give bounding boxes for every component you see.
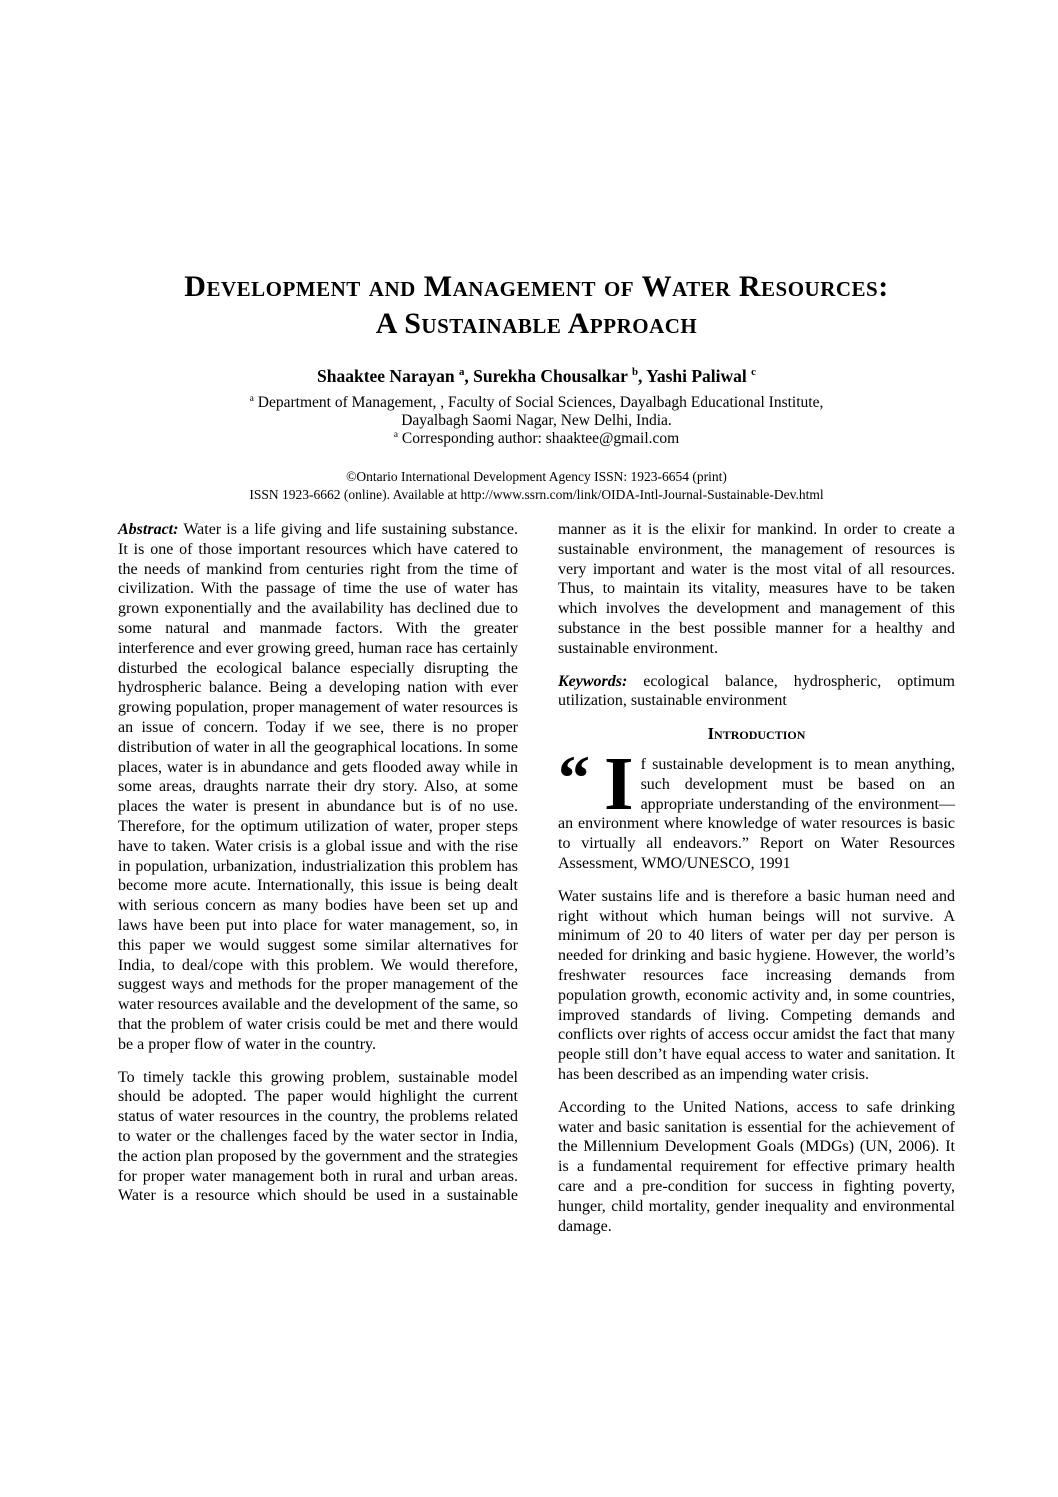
author-superscript-2: b <box>631 366 639 379</box>
author-name-2: Surekha Chousalkar <box>473 366 632 386</box>
corresponding-superscript: a <box>393 428 399 440</box>
author-superscript-3: c <box>751 366 756 379</box>
introduction-quote-paragraph <box>558 741 955 874</box>
corresponding-author-text: Corresponding author: shaaktee@gmail.com <box>398 430 680 447</box>
opening-quote-mark <box>558 741 604 813</box>
keywords-paragraph <box>558 672 955 712</box>
abstract-continuation-paragraph: manner as it is the elixir for mankind. In order to create a sustainable environment, the management of resources is very important and water is the most vital of all resources. Thus, to maintain its vitality, measures have to be taken which involves the development and management of this substance in the best possible manner for a healthy and sustainable environment. <box>558 521 955 657</box>
introduction-paragraph-2: Water sustains life and is therefore a basic human need and right without which human beings will not survive. A minimum of 20 to 40 liters of water per day per person is needed for drinking and basic hygiene. However, the world’s freshwater resources face increasing demands from population growth, economic activity and, in some countries, improved standards of living. Competing demands and conflicts over rights of access occur amidst the fact that many people still don’t have equal access to water and sanitation. It has been described as an impending water crisis. <box>558 887 955 1083</box>
keywords-label: Keywords: <box>558 672 628 690</box>
issn-block <box>118 468 955 503</box>
paper-title-line-2: A Sustainable Approach <box>375 307 698 340</box>
issn-line-2: ISSN 1923-6662 (online). Available at http://www.ssrn.com/link/OIDA-Intl-Journal-Sustainable-Dev.html <box>249 486 824 502</box>
introduction-heading: Introduction <box>707 724 806 744</box>
author-superscript-1: a <box>458 366 465 379</box>
issn-line-1: ©Ontario International Development Agency ISSN: 1923-6654 (print) <box>346 469 727 484</box>
right-column <box>558 520 955 1249</box>
quote-glyph: “ <box>558 741 590 813</box>
author-separator: , <box>464 366 474 386</box>
keywords-text: ecological balance, hydrospheric, optimum utilization, sustainable environment <box>558 672 955 710</box>
abstract-label: Abstract: <box>118 521 179 538</box>
affiliation-line-2: Dayalbagh Saomi Nagar, New Delhi, India. <box>401 412 672 429</box>
left-column <box>118 520 518 1249</box>
author-name-1: Shaaktee Narayan <box>317 366 459 386</box>
author-name-3: Yashi Paliwal <box>646 366 752 386</box>
affiliation-superscript: a <box>249 392 254 404</box>
author-separator: , <box>638 366 647 386</box>
paper-title <box>118 268 955 342</box>
authors-line <box>118 366 955 387</box>
abstract-text: Water is a life giving and life sustaining substance. It is one of those important resources which have catered to the needs of mankind from centuries right from the time of civilization. With the passage of time the use of water has grown exponentially and the availability has declined due to some natural and manmade factors. With the greater interference and ever growing greed, human race has certainly disturbed the ecological balance especially disrupting the hydrospheric balance. Being a developing nation with ever growing population, proper management of water resources is an issue of concern. Today if we see, there is no proper distribution of water in all the geographical locations. In some places, water is in abundance and gets flooded away while in some areas, draughts narrate their dry story. Also, at some places the water is present in abundance but is of no use. Therefore, for the optimum utilization of water, proper steps have to taken. Water crisis is a global issue and with the rise in population, urbanization, industrialization this problem has become more acute. Internationally, this issue is being dealt with serious concern as many bodies have been set up and laws have been put into place for water management, so, in this paper we would suggest some similar alternatives for India, to deal/cope with this problem. We would therefore, suggest ways and methods for the proper management of the water resources available and the development of the same, so that the problem of water crisis could be met and there would be a proper flow of water in the country. <box>118 521 518 1053</box>
abstract-paragraph-2: To timely tackle this growing problem, sustainable model should be adopted. The paper would highlight the current status of water resources in the country, the problems related to water or the challenges faced by the water sector in India, the action plan proposed by the government and the strategies for proper water management both in rural and urban areas. Water is a resource which should be used in a sustainable <box>118 1068 518 1205</box>
paper-title-line-1: Development and Management of Water Resources: <box>184 270 889 303</box>
affiliation-line-1: $^a$ Department of Management, , Faculty of Social Sciences, Dayalbagh Educational Institute, <box>249 392 824 411</box>
drop-cap: I <box>604 741 634 826</box>
two-column-body <box>118 520 955 1249</box>
affiliation-block <box>118 394 955 448</box>
introduction-quote-text: f sustainable development is to mean anything, such development must be based on an appropriate understanding of the environment—an environment where knowledge of water resources is basic to virtually all endeavors.” Report on Water Resources Assessment, WMO/UNESCO, 1991 <box>558 755 955 872</box>
introduction-paragraph-3: According to the United Nations, access to safe drinking water and basic sanitation is essential for the achievement of the Millennium Development Goals (MDGs) (UN, 2006). It is a fundamental requirement for effective primary health care and a pre-condition for success in fighting poverty, hunger, child mortality, gender inequality and environmental damage. <box>558 1098 955 1235</box>
abstract-paragraph <box>118 520 518 1055</box>
corresponding-author-line <box>118 430 955 448</box>
